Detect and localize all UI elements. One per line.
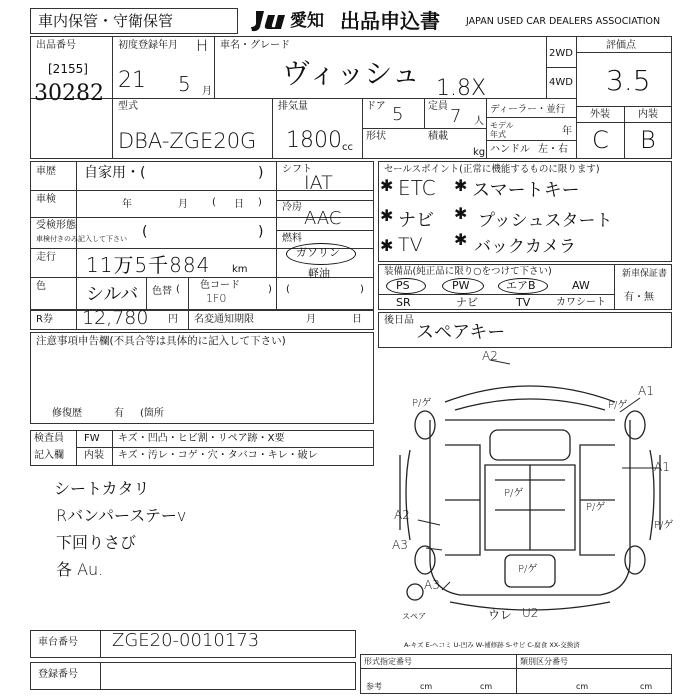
sales-item-etc: ETC (398, 176, 436, 200)
doors-label: ドア (366, 101, 386, 112)
equip-aw: AW (572, 279, 590, 292)
sales-star-2: ✱ (454, 176, 468, 195)
rear-value: スペアキー (416, 322, 506, 343)
repair-label: 修復歴 (52, 408, 82, 419)
mark-pg-4: P/ゲ (586, 502, 606, 513)
mark-pg-6: P/ゲ (654, 520, 674, 531)
color-label: 色 (36, 281, 46, 292)
cc-unit: cc (342, 142, 353, 153)
reg-label: 初度登録年月 (118, 40, 178, 51)
lot-sub: [2155] (48, 62, 88, 76)
reception-close: ) (258, 224, 264, 240)
cooling-value: AAC (304, 208, 342, 229)
form-spec-label: 形式指定番号 (364, 657, 412, 666)
reg-number-row (30, 662, 356, 690)
equipment-title: 装備品(純正品に限り○をつけて下さい) (384, 266, 552, 277)
reception-open: ( (142, 224, 148, 240)
equip-pw: PW (452, 279, 470, 292)
cm-unit-3: cm (576, 682, 589, 691)
fuel-open: ( (286, 284, 290, 295)
mark-pg-2: P/ゲ (608, 400, 628, 411)
sales-star-4: ✱ (454, 204, 468, 223)
new-warranty-value: 有・無 (624, 292, 654, 303)
inspector-label: 検査員 (34, 433, 64, 444)
reception-label: 受検形態 (36, 220, 76, 231)
insp-year-unit: 年 (122, 199, 132, 210)
fuel-diesel: 軽油 (308, 267, 330, 280)
fuel-close: ) (360, 284, 364, 295)
drive-2wd: 2WD (549, 48, 573, 59)
equip-tv: TV (516, 296, 531, 309)
inspection-label: 車検 (36, 194, 56, 205)
form-title: 出品申込書 (340, 9, 440, 33)
capacity-label: 定員 (428, 101, 448, 112)
mark-a2-top: A2 (482, 349, 498, 363)
sales-star-1: ✱ (380, 176, 394, 195)
grade: 1.8X (436, 76, 487, 101)
association-name: JAPAN USED CAR DEALERS ASSOCIATION (466, 16, 661, 27)
reg-month-unit: 月 (202, 86, 212, 97)
color-change-close: ) (268, 284, 272, 295)
reg-era: H (196, 36, 209, 55)
history-value: 自家用・( (84, 165, 146, 181)
name-change-label: 名変通知期限 (194, 314, 254, 325)
interior-label: 内装 (638, 109, 658, 120)
displacement-label: 排気量 (278, 101, 308, 112)
sales-item-tv: TV (398, 234, 423, 256)
exterior-value: C (592, 126, 609, 154)
yen-unit: 円 (168, 314, 178, 325)
name-label: 車名・グレード (220, 40, 290, 51)
shape-label: 形状 (366, 131, 386, 142)
sales-title: セールスポイント(正常に機能するものに限ります) (384, 164, 600, 175)
insp-month-unit: 月 (178, 199, 188, 210)
recycle-value: 12,780 (82, 307, 149, 329)
hand-note-3: 下回りさび (56, 533, 137, 552)
mark-a2-left: A2 (394, 508, 410, 522)
recycle-label: R券 (36, 314, 53, 325)
sales-star-6: ✱ (454, 230, 468, 249)
new-warranty-label: 新車保証書 (622, 269, 668, 279)
class-label: 類別区分番号 (520, 657, 568, 666)
doors: 5 (392, 104, 404, 125)
name-change-day: 日 (352, 314, 362, 325)
cooling-label: 冷房 (282, 202, 302, 213)
color-code-label: 色コード (200, 280, 240, 291)
sales-star-3: ✱ (380, 206, 394, 225)
rating-value: 3.5 (606, 64, 651, 97)
ext-row-items: キズ・凹凸・ヒビ割・リペア跡・X要 (118, 433, 285, 444)
equip-sr: SR (396, 296, 411, 309)
rating-label: 評価点 (606, 40, 636, 51)
reg-number-label: 登録番号 (38, 669, 78, 680)
handle-value: 左・右 (538, 144, 568, 155)
equip-navi: ナビ (456, 296, 478, 309)
damage-legend: A-キズ E-ヘコミ U-凹み W-補修跡 S-サビ C-腐食 XX-交換済 (404, 641, 580, 649)
mark-a1-right: A1 (638, 384, 654, 398)
sales-item-navi: ナビ (398, 210, 434, 231)
model-code: DBA-ZGE20G (118, 129, 257, 153)
cm-unit-4: cm (640, 682, 653, 691)
mark-u2-rear: U2 (522, 606, 539, 620)
shift-label: シフト (282, 164, 312, 175)
mark-a1-side: A1 (654, 460, 670, 474)
dealer-label: ディーラー・並行 (490, 104, 566, 115)
mark-pg-1: P/ゲ (412, 398, 432, 409)
kg-unit: kg (473, 147, 486, 158)
drive-4wd: 4WD (549, 77, 573, 88)
mileage-value: 11万5千884 (86, 253, 211, 277)
load-label: 積載 (428, 131, 448, 142)
equip-cloth-seat: カワシート (556, 297, 606, 308)
lot-number: 30282 (34, 81, 104, 106)
person-unit: 人 (474, 116, 484, 127)
hand-note-1: シートカタリ (54, 479, 150, 498)
year-unit: 年 (562, 126, 572, 137)
ext-row-label: FW (84, 433, 100, 444)
ju-logo (248, 9, 292, 33)
notes-title: 注意事項申告欄(不具合等は具体的に記入して下さい) (36, 335, 286, 347)
insp-day-unit: 日 (234, 199, 244, 210)
cm-unit-2: cm (480, 682, 493, 691)
sales-item-pushstart: プッシュスタート (478, 211, 613, 231)
handle-label: ハンドル (490, 144, 530, 155)
exterior-label: 外装 (590, 109, 610, 120)
reg-year: 21 (118, 68, 146, 93)
km-unit: km (232, 264, 248, 275)
equip-airbag: エアB (506, 279, 536, 292)
mileage-label: 走行 (36, 252, 56, 263)
color-code: 1F0 (206, 292, 227, 305)
rear-label: 後日品 (384, 315, 414, 326)
car-name: ヴィッシュ (282, 57, 420, 90)
entry-label: 記入欄 (34, 450, 64, 461)
sales-item-backcam: バックカメラ (474, 237, 576, 257)
hand-note-2: Rバンパーステーv (56, 506, 187, 525)
fuel-label: 燃料 (282, 233, 302, 244)
history-close: ) (258, 165, 264, 181)
reception-sub: 車検付きのみ記入して下さい (36, 235, 127, 243)
sales-star-5: ✱ (380, 236, 394, 255)
shift-value: IAT (304, 172, 333, 194)
mark-a3-left: A3 (392, 538, 408, 552)
insp-close: ) (258, 197, 262, 208)
org-name: 愛知 (290, 11, 324, 31)
color-value: シルバ (86, 284, 139, 305)
model-year-label: モデル年式 (490, 121, 514, 139)
fuel-gasoline: ガソリン (296, 246, 340, 259)
mark-pg-5: P/ゲ (518, 564, 538, 575)
mark-ure-rear: ウレ (488, 608, 513, 622)
mark-a3-rear: A3 (424, 578, 440, 592)
repair-place: (箇所 (140, 408, 164, 419)
spare-label: スペア (402, 612, 426, 621)
history-label: 車歴 (36, 166, 56, 177)
name-change-month: 月 (306, 314, 316, 325)
storage-title: 車内保管・守衛保管 (38, 12, 174, 30)
color-change-open: ( (176, 284, 180, 295)
ref-label-1: 参考 (366, 682, 382, 691)
repair-value: 有 (114, 408, 124, 419)
interior-value: B (640, 126, 656, 154)
int-row-items: キズ・汚レ・コゲ・穴・タバコ・キレ・破レ (118, 450, 318, 461)
chassis-number: ZGE20-0010173 (112, 630, 260, 651)
insp-open: ( (212, 197, 216, 208)
reg-month: 5 (178, 72, 191, 96)
lot-label: 出品番号 (36, 40, 76, 51)
hand-note-4: 各 Au. (56, 560, 104, 579)
sales-item-smartkey: スマートキー (472, 180, 580, 201)
int-row-label: 内装 (84, 450, 104, 461)
model-label: 型式 (118, 101, 138, 112)
chassis-label: 車台番号 (38, 637, 78, 648)
cm-unit-1: cm (420, 682, 433, 691)
displacement: 1800 (286, 128, 342, 153)
capacity: 7 (450, 106, 462, 127)
color-change-label: 色替 (152, 286, 172, 297)
mark-pg-3: P/ゲ (504, 488, 524, 499)
equip-ps: PS (396, 279, 410, 292)
